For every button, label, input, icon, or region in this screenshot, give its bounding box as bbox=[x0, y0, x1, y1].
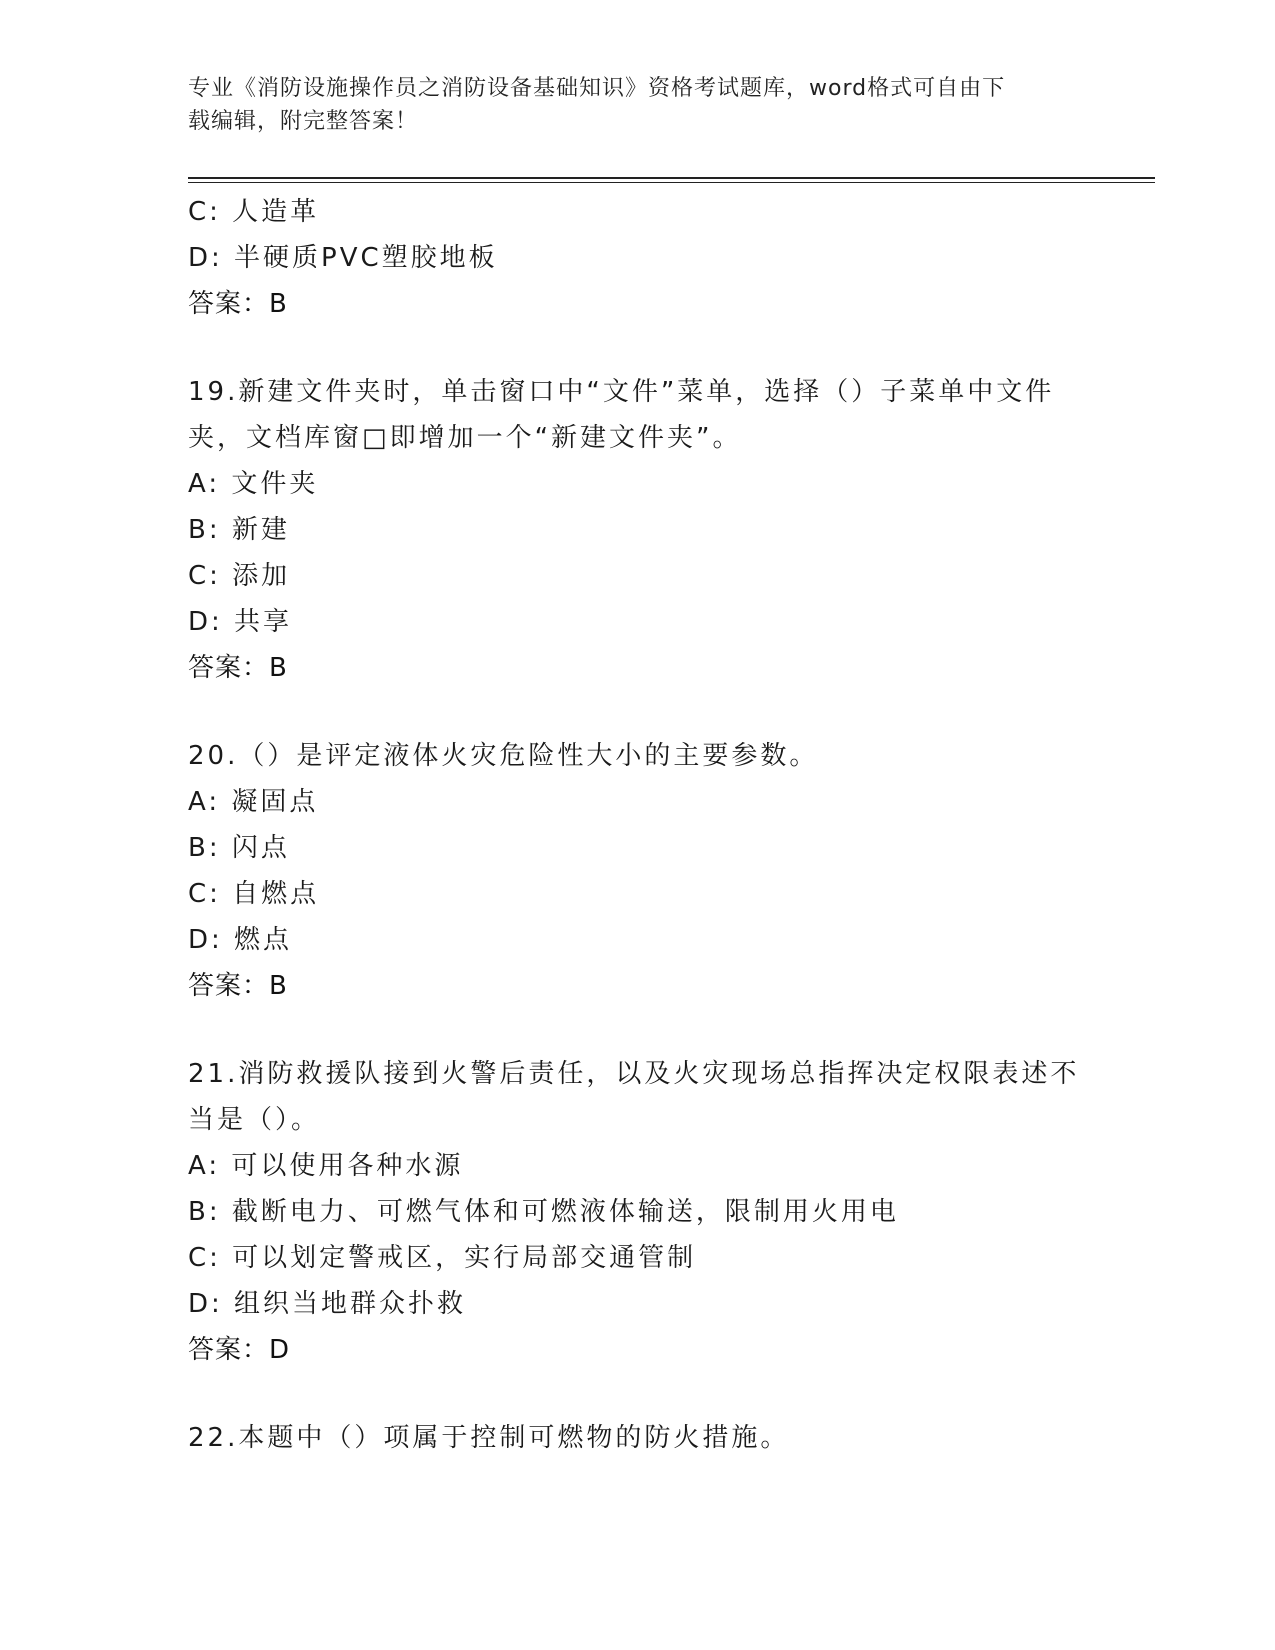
document-header bbox=[188, 72, 1088, 138]
option-b: B: 新建 bbox=[188, 515, 290, 545]
option-c: C: 人造革 bbox=[188, 197, 320, 227]
question-stem: 夹，文档库窗□即增加一个“新建文件夹”。 bbox=[188, 423, 742, 453]
spacer bbox=[188, 691, 1148, 733]
option-a: A: 凝固点 bbox=[188, 787, 319, 817]
option-d: D: 共享 bbox=[188, 607, 293, 637]
question-22 bbox=[188, 1415, 1148, 1461]
answer-line: 答案：B bbox=[188, 653, 288, 683]
option-a: A: 可以使用各种水源 bbox=[188, 1151, 464, 1181]
option-d: D: 燃点 bbox=[188, 925, 293, 955]
question-21 bbox=[188, 1051, 1148, 1373]
header-line-2: 载编辑，附完整答案！ bbox=[188, 109, 419, 134]
option-b: B: 截断电力、可燃气体和可燃液体输送，限制用火用电 bbox=[188, 1197, 899, 1227]
option-a: A: 文件夹 bbox=[188, 469, 319, 499]
spacer bbox=[188, 1373, 1148, 1415]
option-c: C: 添加 bbox=[188, 561, 291, 591]
spacer bbox=[188, 327, 1148, 369]
option-d: D: 半硬质PVC塑胶地板 bbox=[188, 243, 498, 273]
question-stem: 22.本题中（）项属于控制可燃物的防火措施。 bbox=[188, 1423, 790, 1453]
answer-line: 答案：D bbox=[188, 1335, 291, 1365]
option-d: D: 组织当地群众扑救 bbox=[188, 1289, 467, 1319]
option-c: C: 自燃点 bbox=[188, 879, 320, 909]
question-18-tail bbox=[188, 189, 1148, 327]
header-line-1: 专业《消防设施操作员之消防设备基础知识》资格考试题库，word格式可自由下 bbox=[188, 76, 1006, 101]
question-stem: 20.（）是评定液体火灾危险性大小的主要参数。 bbox=[188, 741, 819, 771]
option-c: C: 可以划定警戒区，实行局部交通管制 bbox=[188, 1243, 697, 1273]
answer-line: 答案：B bbox=[188, 971, 288, 1001]
question-19 bbox=[188, 369, 1148, 691]
header-divider-thin bbox=[188, 182, 1155, 183]
header-divider-thick bbox=[188, 177, 1155, 179]
question-20 bbox=[188, 733, 1148, 1009]
question-stem: 19.新建文件夹时，单击窗口中“文件”菜单，选择（）子菜单中文件 bbox=[188, 377, 1055, 407]
option-b: B: 闪点 bbox=[188, 833, 290, 863]
question-list bbox=[188, 189, 1148, 1461]
spacer bbox=[188, 1009, 1148, 1051]
question-stem: 当是（）。 bbox=[188, 1105, 321, 1135]
question-stem: 21.消防救援队接到火警后责任，以及火灾现场总指挥决定权限表述不 bbox=[188, 1059, 1080, 1089]
answer-line: 答案：B bbox=[188, 289, 288, 319]
